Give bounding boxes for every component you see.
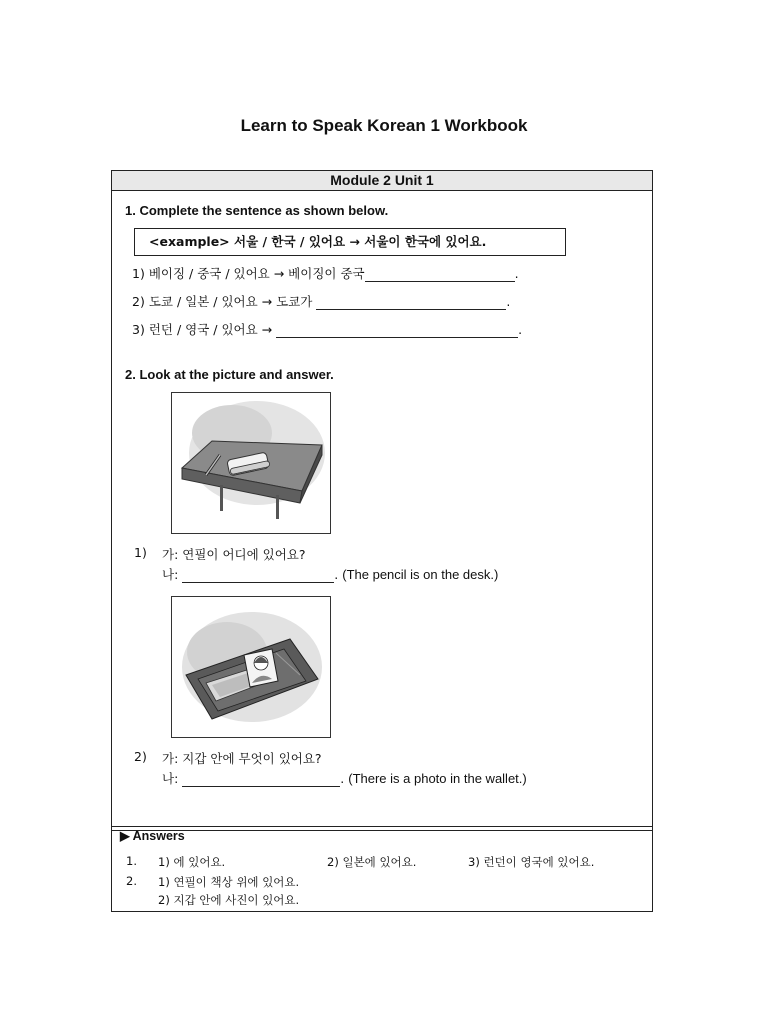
exercise-item-1: [132, 264, 519, 282]
answer-2-2: 2) 지갑 안에 사진이 있어요.: [158, 893, 300, 907]
item-number: 1): [132, 266, 145, 281]
answer-blank[interactable]: [365, 267, 515, 282]
section2-title: 2. Look at the picture and answer.: [125, 367, 334, 382]
example-box: [134, 228, 566, 256]
item-prompt: 베이징 / 중국 / 있어요 → 베이징이 중국: [148, 266, 365, 281]
q1-answer-blank[interactable]: [182, 568, 334, 583]
q2-na-label: 나:: [162, 771, 179, 786]
q1-question: 가: 연필이 어디에 있어요?: [162, 547, 306, 562]
answer-row2-number: 2.: [126, 874, 137, 888]
item-period: .: [518, 322, 523, 337]
answer-2-1: 1) 연필이 책상 위에 있어요.: [158, 875, 300, 889]
item-number: 2): [132, 294, 145, 309]
answer-blank[interactable]: [276, 323, 518, 338]
desk-with-pencil-and-case-icon: [171, 392, 331, 534]
q2-number: 2): [134, 749, 147, 764]
page-title: Learn to Speak Korean 1 Workbook: [240, 116, 528, 135]
q1-answer-line: [162, 565, 498, 583]
workbook-frame: [111, 170, 653, 912]
item-prompt: 도쿄 / 일본 / 있어요 → 도쿄가: [148, 294, 313, 309]
q1-number: 1): [134, 545, 147, 560]
item-number: 3): [132, 322, 145, 337]
q2-answer-line: [162, 769, 527, 787]
answer-1-1: 1) 에 있어요.: [158, 855, 226, 869]
q1-hint: (The pencil is on the desk.): [342, 567, 499, 582]
item-prompt: 런던 / 영국 / 있어요 →: [148, 322, 273, 337]
answer-blank[interactable]: [316, 295, 506, 310]
q2-question: 가: 지갑 안에 무엇이 있어요?: [162, 751, 322, 766]
answers-divider: [112, 826, 652, 831]
item-period: .: [506, 294, 511, 309]
q1-period: .: [334, 567, 339, 582]
item-period: .: [514, 266, 519, 281]
example-text: <example> 서울 / 한국 / 있어요 → 서울이 한국에 있어요.: [149, 234, 487, 249]
exercise-item-2: [132, 292, 510, 310]
module-header: Module 2 Unit 1: [112, 171, 652, 191]
exercise-item-3: [132, 320, 522, 338]
wallet-with-photo-icon: [171, 596, 331, 738]
section1-title: 1. Complete the sentence as shown below.: [125, 203, 389, 218]
answer-1-3: 3) 런던이 영국에 있어요.: [468, 855, 595, 869]
answer-row1-number: 1.: [126, 854, 137, 868]
q2-answer-blank[interactable]: [182, 772, 340, 787]
q1-na-label: 나:: [162, 567, 179, 582]
answers-label: ▶ Answers: [120, 829, 185, 843]
answer-1-2: 2) 일본에 있어요.: [327, 855, 417, 869]
q2-period: .: [340, 771, 345, 786]
q2-hint: (There is a photo in the wallet.): [348, 771, 527, 786]
